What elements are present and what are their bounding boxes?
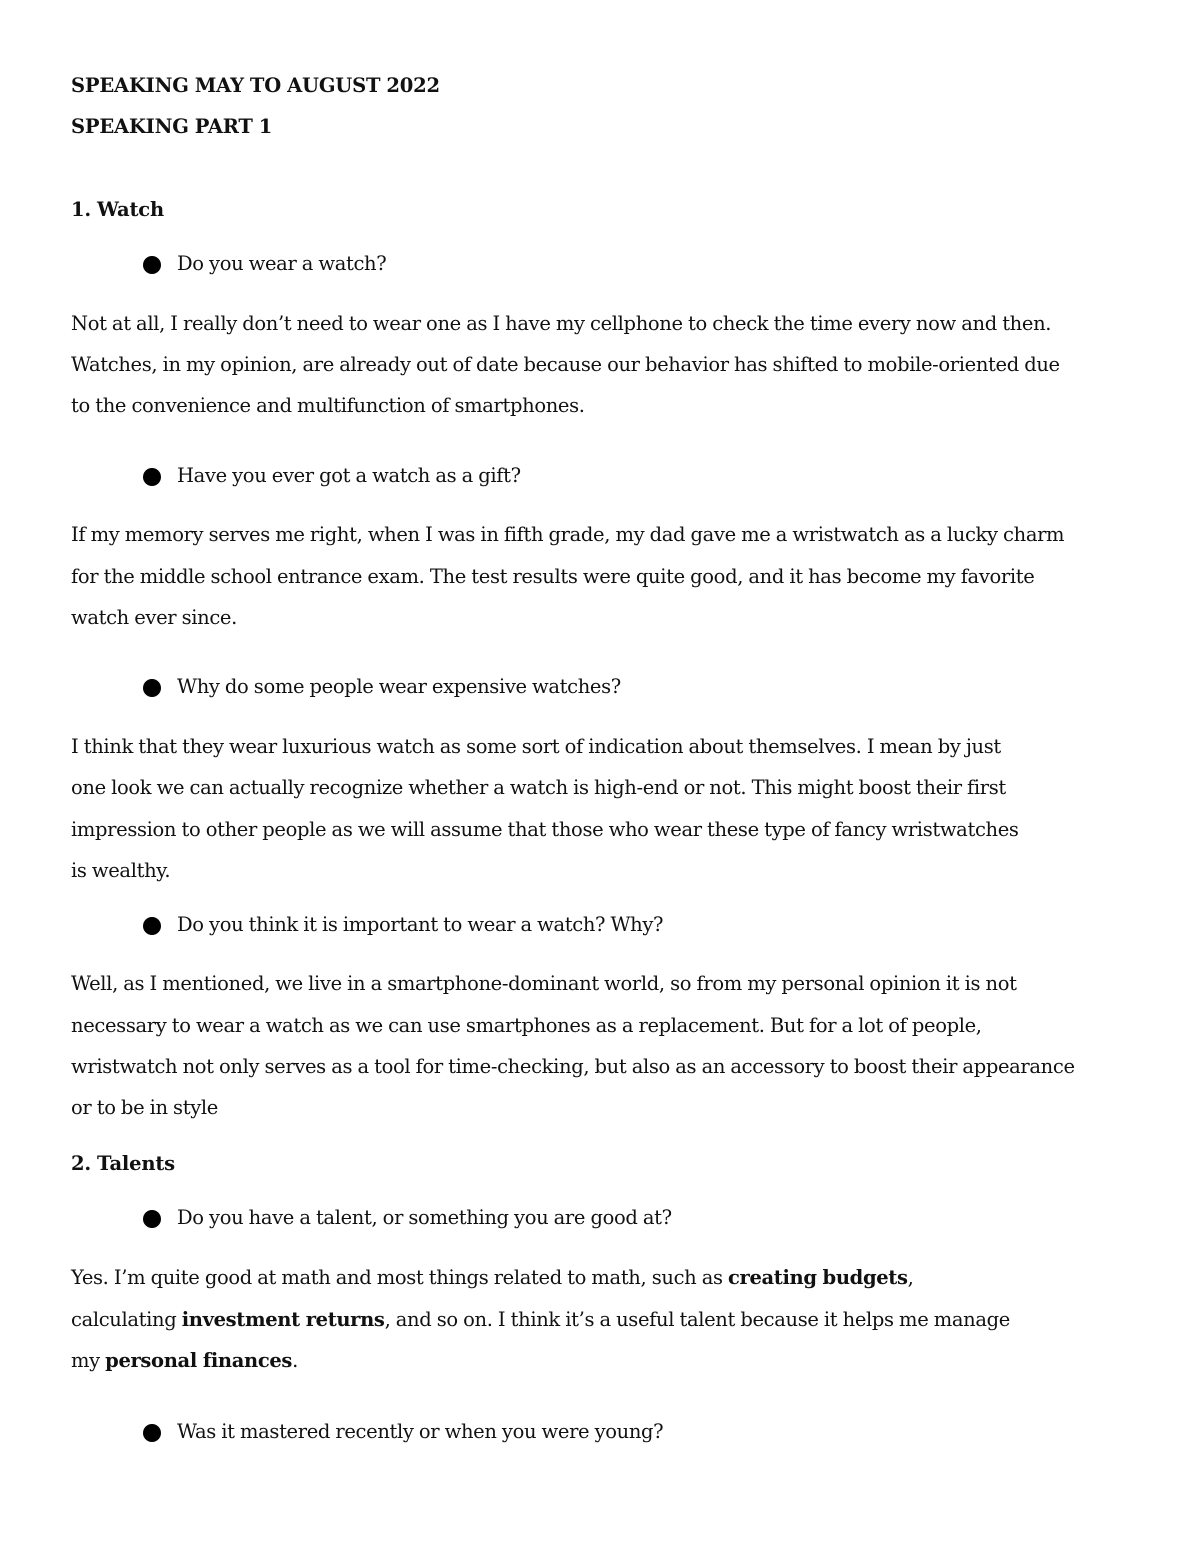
bullet-icon <box>143 256 161 274</box>
answer-line: I think that they wear luxurious watch as some sort of indication about themselves. I mean by just <box>71 735 1001 758</box>
answer-line: necessary to wear a watch as we can use smartphones as a replacement. But for a lot of people, <box>71 1014 982 1037</box>
answer-line: for the middle school entrance exam. The test results were quite good, and it has become my favorite <box>71 565 1035 588</box>
document-subtitle: SPEAKING PART 1 <box>71 115 273 138</box>
bullet-icon <box>143 1424 161 1442</box>
section-heading-watch: 1. Watch <box>71 198 164 221</box>
answer-line: one look we can actually recognize whether a watch is high-end or not. This might boost their first <box>71 776 1006 799</box>
question-text: Have you ever got a watch as a gift? <box>177 464 521 487</box>
bullet-icon <box>143 1210 161 1228</box>
answer-line: Well, as I mentioned, we live in a smartphone-dominant world, so from my personal opinion it is not <box>71 972 1017 995</box>
answer-line: to the convenience and multifunction of smartphones. <box>71 394 585 417</box>
answer-text: , and so on. I think it’s a useful talent because it helps me manage <box>384 1308 1010 1331</box>
answer-text: . <box>292 1349 298 1372</box>
document-title: SPEAKING MAY TO AUGUST 2022 <box>71 74 440 97</box>
answer-text: , <box>907 1266 914 1289</box>
answer-line: watch ever since. <box>71 606 237 629</box>
answer-line: impression to other people as we will assume that those who wear these type of fancy wristwatches <box>71 818 1019 841</box>
question-text: Do you think it is important to wear a watch? Why? <box>177 913 664 936</box>
answer-line: Not at all, I really don’t need to wear one as I have my cellphone to check the time every now and then. <box>71 312 1052 335</box>
answer-line: Watches, in my opinion, are already out of date because our behavior has shifted to mobile-oriented due <box>71 353 1060 376</box>
answer-line: If my memory serves me right, when I was in fifth grade, my dad gave me a wristwatch as a lucky charm <box>71 523 1065 546</box>
answer-line <box>71 1307 1010 1333</box>
answer-line <box>71 1265 913 1291</box>
answer-emphasis: creating budgets <box>728 1266 908 1289</box>
question-text: Do you wear a watch? <box>177 252 387 275</box>
bullet-icon <box>143 679 161 697</box>
answer-text: Yes. I’m quite good at math and most things related to math, such as <box>71 1266 728 1289</box>
question-text: Was it mastered recently or when you were young? <box>177 1420 664 1443</box>
answer-text: calculating <box>71 1308 182 1331</box>
question-text: Why do some people wear expensive watches? <box>177 675 621 698</box>
section-heading-talents: 2. Talents <box>71 1152 175 1175</box>
answer-emphasis: personal finances <box>105 1349 293 1372</box>
question-text: Do you have a talent, or something you are good at? <box>177 1206 672 1229</box>
answer-line: is wealthy. <box>71 859 171 882</box>
bullet-icon <box>143 917 161 935</box>
answer-line: wristwatch not only serves as a tool for time-checking, but also as an accessory to boost their appearance <box>71 1055 1075 1078</box>
answer-text: my <box>71 1349 106 1372</box>
answer-emphasis: investment returns <box>181 1308 385 1331</box>
bullet-icon <box>143 468 161 486</box>
answer-line <box>71 1348 298 1374</box>
answer-line: or to be in style <box>71 1096 218 1119</box>
